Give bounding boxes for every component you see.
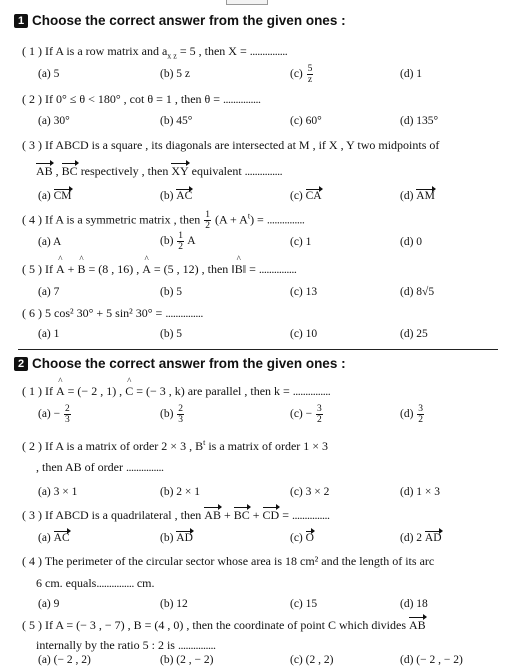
s2-q4-option-c[interactable]: (c) 15 — [290, 598, 318, 610]
s2-q3-option-a[interactable]: (a) AC — [38, 532, 70, 544]
s2-question-2: ( 2 ) If A is a matrix of order 2 × 3 , $B^t$ is a matrix of order 1 × 3 — [22, 438, 329, 453]
header-tab — [226, 0, 268, 5]
s2-q3-option-c[interactable]: (c) O — [290, 532, 314, 544]
s2-question-3: ( 3 ) If ABCD is a quadrilateral , then AB + BC + CD = ............... — [22, 508, 330, 522]
s1-q6-option-a[interactable]: (a) 1 — [38, 328, 60, 340]
s2-question-1: ( 1 ) If ^ A = (− 2 , 1) , ^ C = (− 3 , k) are parallel , then k = ............... — [22, 384, 330, 399]
section-2-title — [14, 356, 346, 371]
s1-q6-option-d[interactable]: (d) 25 — [400, 328, 428, 340]
s1-q6-option-c[interactable]: (c) 10 — [290, 328, 318, 340]
s1-question-2: ( 2 ) If 0° ≤ θ < 180° , cot θ = 1 , then θ = ............... — [22, 92, 261, 106]
s2-question-4: ( 4 ) The perimeter of the circular sector whose area is 18 cm² and the length of its arc — [22, 554, 435, 568]
s1-q3-option-d[interactable]: (d) AM — [400, 190, 435, 202]
section-divider — [18, 349, 498, 350]
s2-q3-option-d[interactable]: (d) 2 AD — [400, 532, 442, 544]
s1-q2-option-a[interactable]: (a) 30° — [38, 115, 70, 127]
s2-question-5-line2: internally by the ratio 5 : 2 is ............... — [36, 638, 216, 652]
s1-question-3: ( 3 ) If ABCD is a square , its diagonals are intersected at M , if X , Y two midpoints of — [22, 138, 440, 152]
s1-q1-option-c[interactable]: (c) $\frac{5}{z}$ — [290, 64, 313, 85]
s1-q4-option-a[interactable]: (a) A — [38, 236, 62, 248]
s1-q3-option-a[interactable]: (a) CM — [38, 190, 72, 202]
s2-q3-option-b[interactable]: (b) AD — [160, 532, 193, 544]
s1-q2-option-b[interactable]: (b) 45° — [160, 115, 193, 127]
s1-q5-option-d[interactable]: (d) 8√5 — [400, 286, 435, 298]
s1-q2-option-d[interactable]: (d) 135° — [400, 115, 439, 127]
s2-q5-option-d[interactable]: (d) (− 2 , − 2) — [400, 654, 463, 666]
section-1-number: 1 — [14, 14, 28, 28]
s1-q1-option-a[interactable]: (a) 5 — [38, 68, 60, 80]
section-2-title-text: Choose the correct answer from the given ones : — [32, 356, 346, 371]
s1-question-6: ( 6 ) 5 cos² 30° + 5 sin² 30° = ............... — [22, 306, 203, 320]
s2-q4-option-d[interactable]: (d) 18 — [400, 598, 428, 610]
s2-q2-option-b[interactable]: (b) 2 × 1 — [160, 486, 201, 498]
s2-q1-option-c[interactable]: (c) − $\frac{3}{2}$ — [290, 404, 322, 425]
s2-question-4-line2: 6 cm. equals............... cm. — [36, 576, 155, 590]
s2-q1-option-d[interactable]: (d) $\frac{3}{2}$ — [400, 404, 424, 425]
s1-q1-option-d[interactable]: (d) 1 — [400, 68, 423, 80]
s1-question-3-line2: AB , BC respectively , then XY equivalent ............... — [36, 164, 283, 178]
s2-q2-option-c[interactable]: (c) 3 × 2 — [290, 486, 330, 498]
s2-q2-option-a[interactable]: (a) 3 × 1 — [38, 486, 78, 498]
s1-q3-option-b[interactable]: (b) AC — [160, 190, 193, 202]
s2-q4-option-a[interactable]: (a) 9 — [38, 598, 60, 610]
section-2-number: 2 — [14, 357, 28, 371]
s1-q4-option-d[interactable]: (d) 0 — [400, 236, 423, 248]
s2-q4-option-b[interactable]: (b) 12 — [160, 598, 188, 610]
s2-question-2-line2: , then AB of order ............... — [36, 460, 164, 474]
s1-q4-option-c[interactable]: (c) 1 — [290, 236, 312, 248]
s2-q1-option-b[interactable]: (b) $\frac{2}{3}$ — [160, 404, 184, 425]
s2-q2-option-d[interactable]: (d) 1 × 3 — [400, 486, 441, 498]
s2-q5-option-b[interactable]: (b) (2 , − 2) — [160, 654, 214, 666]
s1-q1-option-b[interactable]: (b) 5 z — [160, 68, 191, 80]
s2-q5-option-c[interactable]: (c) (2 , 2) — [290, 654, 334, 666]
s1-question-5: ( 5 ) If ^ A + ^ B = (8 , 16) , ^ A = (5 , 12) , then ‖^ B‖ = ............... — [22, 262, 296, 277]
s2-q5-option-a[interactable]: (a) (− 2 , 2) — [38, 654, 91, 666]
s2-question-5: ( 5 ) If A = (− 3 , − 7) , B = (4 , 0) , then the coordinate of point C which divides AB — [22, 618, 426, 632]
s1-q5-option-c[interactable]: (c) 13 — [290, 286, 318, 298]
s1-q4-option-b[interactable]: (b) $\frac{1}{2}$ A — [160, 231, 196, 252]
s1-q5-option-b[interactable]: (b) 5 — [160, 286, 183, 298]
s1-q2-option-c[interactable]: (c) 60° — [290, 115, 322, 127]
section-1-title-text: Choose the correct answer from the given ones : — [32, 13, 346, 28]
s1-question-1: ( 1 ) If A is a row matrix and $a_{x z} = 5$ , then X = ............... — [22, 44, 288, 61]
s2-q1-option-a[interactable]: (a) − $\frac{2}{3}$ — [38, 404, 70, 425]
s1-q6-option-b[interactable]: (b) 5 — [160, 328, 183, 340]
s1-q3-option-c[interactable]: (c) CA — [290, 190, 322, 202]
section-1-title — [14, 13, 346, 28]
s1-q5-option-a[interactable]: (a) 7 — [38, 286, 60, 298]
s1-question-4: ( 4 ) If A is a symmetric matrix , then $\frac{1}{2}$ $(A + A^t)$ = ............... — [22, 210, 305, 231]
